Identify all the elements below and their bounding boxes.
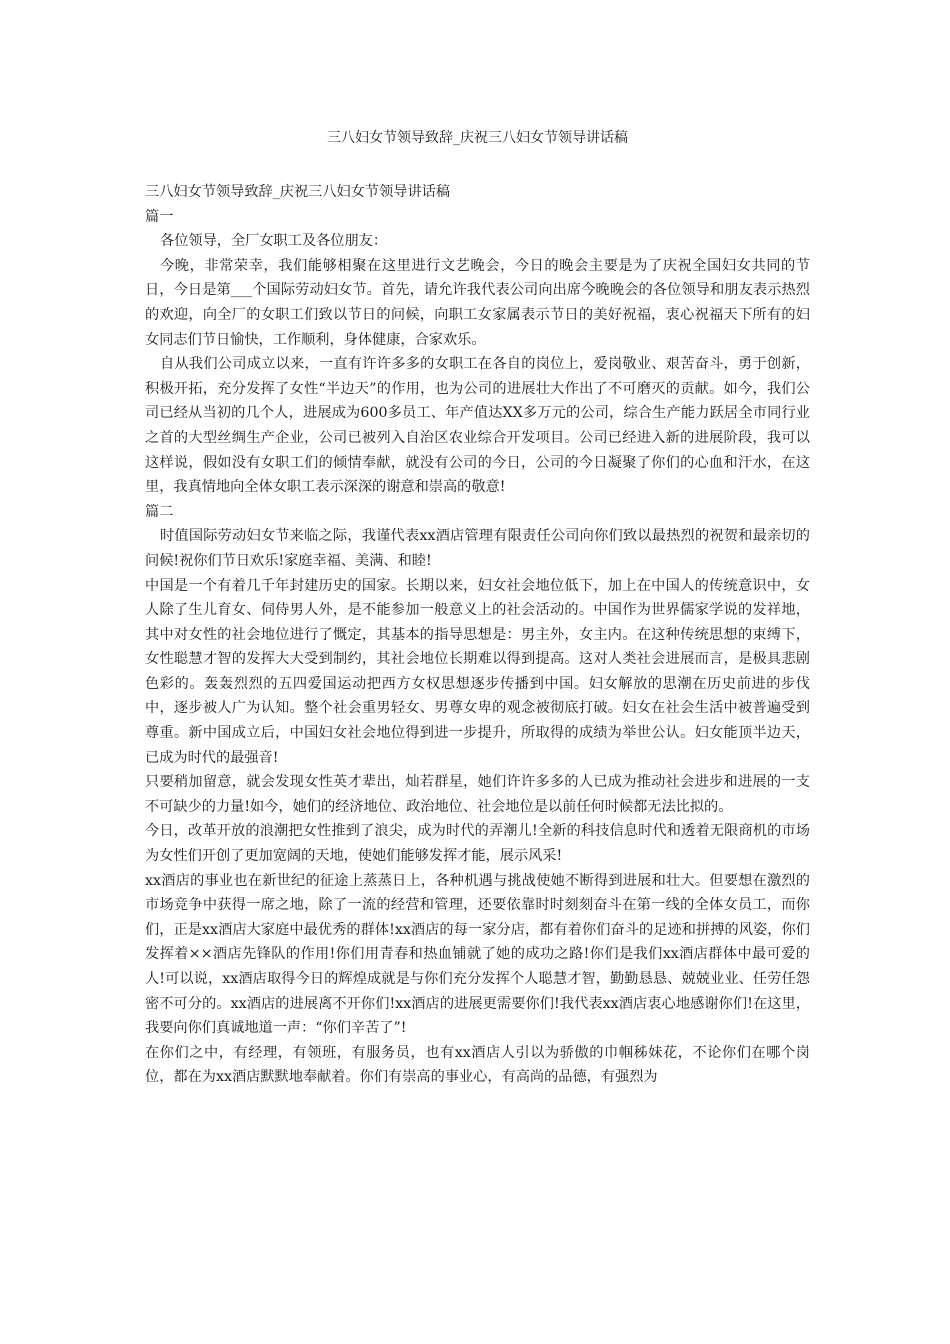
section-label-1: 篇一 [145,208,174,225]
paragraph: 各位领导，全厂女职工及各位朋友： [160,233,388,250]
document-page [145,120,810,1090]
document-subtitle: 三八妇女节领导致辞_庆祝三八妇女节领导讲话稿 [145,184,451,200]
document-title: 三八妇女节领导致辞_庆祝三八妇女节领导讲话稿 [327,130,628,146]
paragraph: xx酒店的事业也在新世纪的征途上蒸蒸日上，各种机遇与挑战使她不断得到进展和壮大。但要想在激烈的市场竞争中获得一席之地，除了一流的经营和管理，还要依靠时时刻刻奋斗在第一线的全体女员工，而你们，正是xx酒店大家庭中最优秀的群体!xx酒店的每一家分店，都有着你们奋斗的足迹和拼搏的风姿，你们发挥着××酒店先锋队的作用!你们用青春和热血铺就了她的成功之路!你们是我们xx酒店群体中最可爱的人!可以说，xx酒店取得今日的辉煌成就是与你们充分发挥个人聪慧才智，勤勤恳恳、兢兢业业、任劳任怨密不可分的。xx酒店的进展离不开你们!xx酒店的进展更需要你们!我代表xx酒店衷心地感谢你们!在这里，我要向你们真诚地道一声：“你们辛苦了”! [145,872,810,1037]
paragraph: 时值国际劳动妇女节来临之际，我谨代表xx酒店管理有限责任公司向你们致以最热烈的祝贺和最亲切的问候!祝你们节日欢乐!家庭幸福、美满、和睦! [145,528,810,569]
paragraph: 只要稍加留意，就会发现女性英才辈出，灿若群星，她们许许多多的人已成为推动社会进步和进展的一支不可缺少的力量!如今，她们的经济地位、政治地位、社会地位是以前任何时候都无法比拟的。 [145,774,810,815]
section-label-2: 篇二 [145,503,174,520]
paragraph: 今晚，非常荣幸，我们能够相聚在这里进行文艺晚会，今日的晚会主要是为了庆祝全国妇女共同的节日，今日是第___个国际劳动妇女节。首先，请允许我代表公司向出席今晚晚会的各位领导和朋友表示热烈的欢迎，向全厂的女职工们致以节日的问候，向职工女家属表示节日的美好祝福，衷心祝福天下所有的妇女同志们节日愉快，工作顺利，身体健康，合家欢乐。 [145,257,810,348]
paragraph: 中国是一个有着几千年封建历史的国家。长期以来，妇女社会地位低下，加上在中国人的传统意识中，女人除了生儿育女、伺侍男人外，是不能参加一般意义上的社会活动的。中国作为世界儒家学说的发祥地，其中对女性的社会地位进行了慨定，其基本的指导思想是：男主外，女主内。在这种传统思想的束缚下，女性聪慧才智的发挥大大受到制约，其社会地位长期难以得到提高。这对人类社会进展而言，是极具悲剧色彩的。轰轰烈烈的五四爱国运动把西方女权思想逐步传播到中国。妇女解放的思潮在历史前进的步伐中，逐步被人广为认知。整个社会重男轻女、男尊女卑的观念被彻底打破。妇女在社会生活中被普遍受到尊重。新中国成立后，中国妇女社会地位得到进一步提升，所取得的成绩为举世公认。妇女能顶半边天，已成为时代的最强音! [145,577,810,766]
paragraph: 在你们之中，有经理，有领班，有服务员，也有xx酒店人引以为骄傲的巾帼秭妹花，不论你们在哪个岗位，都在为xx酒店默默地奉献着。你们有崇高的事业心，有高尚的品德，有强烈为 [145,1044,810,1086]
paragraph: 今日，改革开放的浪潮把女性推到了浪尖，成为时代的弄潮儿!全新的科技信息时代和透着无限商机的市场为女性们开创了更加宽阔的天地，使她们能够发挥才能，展示风采! [145,823,810,865]
paragraph: 自从我们公司成立以来，一直有许许多多的女职工在各自的岗位上，爱岗敬业、艰苦奋斗，勇于创新，积极开拓，充分发挥了女性“半边天”的作用，也为公司的进展壮大作出了不可磨灭的贡献。如今，我们公司已经从当初的几个人，进展成为600多员工、年产值达XX多万元的公司，综合生产能力跃居全市同行业之首的大型丝绸生产企业，公司已被列入自治区农业综合开发项目。公司已经进入新的进展阶段，我可以这样说，假如没有女职工们的倾情奉献，就没有公司的今日，公司的今日凝聚了你们的心血和汗水，在这里，我真情地向全体女职工表示深深的谢意和崇高的敬意! [145,356,810,496]
